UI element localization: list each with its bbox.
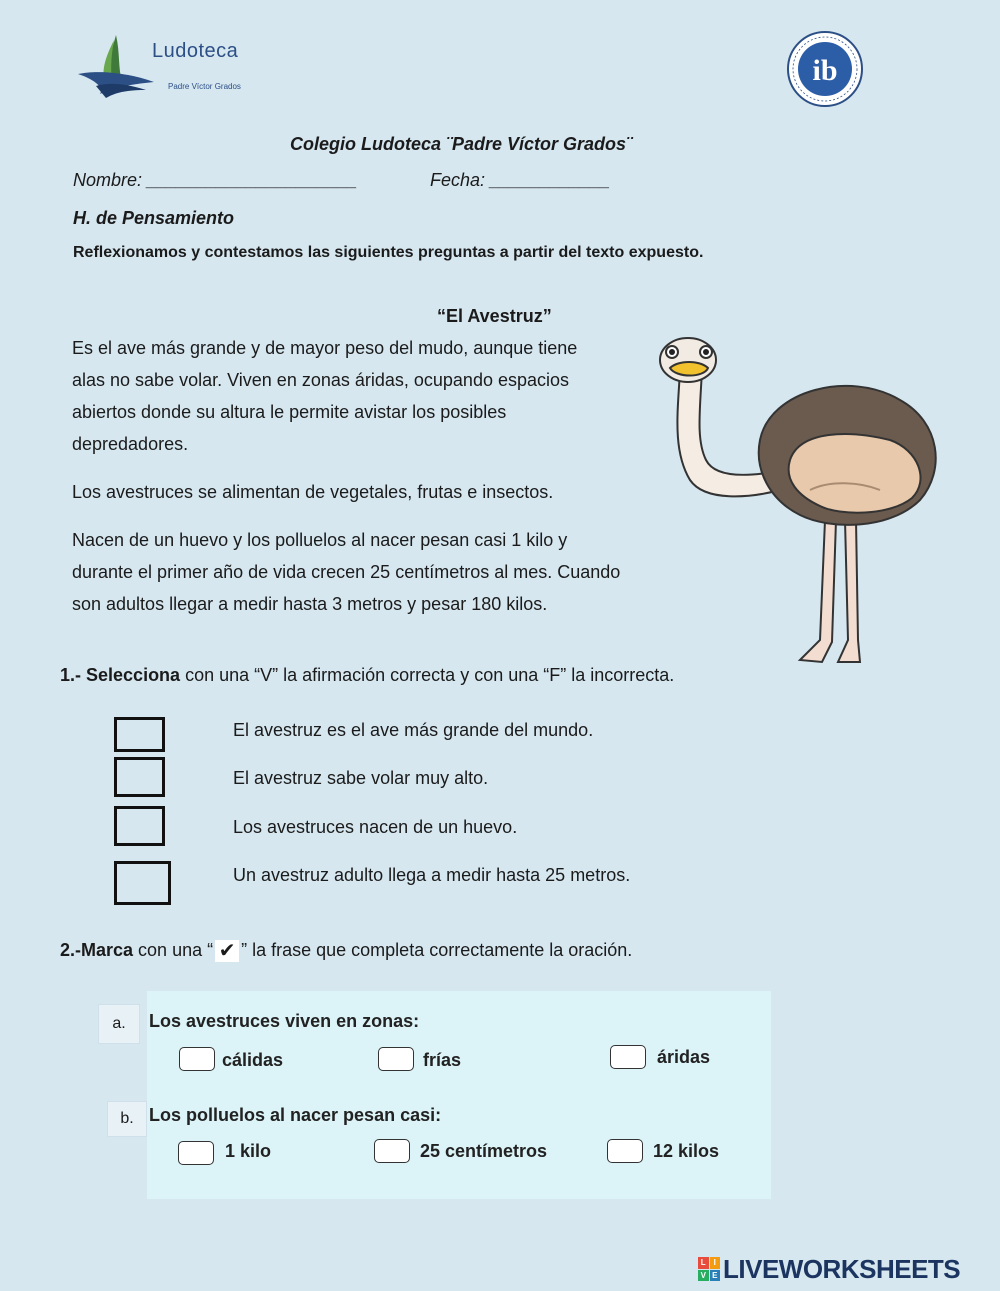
option-1kilo-box[interactable] <box>178 1141 214 1165</box>
letter-b: b. <box>107 1101 147 1137</box>
answer-box-2[interactable] <box>114 757 165 797</box>
option-1kilo-label: 1 kilo <box>225 1141 272 1161</box>
statement-1: El avestruz es el ave más grande del mundo. <box>233 720 594 740</box>
q2a-prompt: Los avestruces viven en zonas: <box>149 1011 420 1031</box>
ostrich-illustration <box>650 330 950 680</box>
statement-4: Un avestruz adulto llega a medir hasta 25 metros. <box>233 865 631 885</box>
date-field[interactable]: Fecha: ____________ <box>430 170 611 190</box>
statement-2: El avestruz sabe volar muy alto. <box>233 768 489 788</box>
q2-text-pre: con una “ <box>133 940 214 960</box>
story-line: Nacen de un huevo y los polluelos al nacer pesan casi 1 kilo y <box>72 530 568 550</box>
question-1 <box>60 665 674 686</box>
q2-keyword: 2.-Marca <box>60 940 134 960</box>
story-line: alas no sabe volar. Viven en zonas áridas, ocupando espacios <box>72 370 570 390</box>
option-25cm-box[interactable] <box>374 1139 410 1163</box>
brand-text: LIVEWORKSHEETS <box>723 1253 961 1284</box>
story-paragraph-3 <box>72 524 692 620</box>
school-title: Colegio Ludoteca ¨Padre Víctor Grados¨ <box>289 134 633 154</box>
story-title: “El Avestruz” <box>437 306 552 326</box>
question-2 <box>60 940 632 962</box>
bird-logo-icon <box>76 30 156 100</box>
section-title: H. de Pensamiento <box>73 208 235 228</box>
q1-number: 1.- <box>60 665 87 685</box>
option-12kilos-label: 12 kilos <box>653 1141 720 1161</box>
story-line: Es el ave más grande y de mayor peso del mudo, aunque tiene <box>72 338 578 358</box>
answer-box-4[interactable] <box>114 861 171 905</box>
instruction: Reflexionamos y contestamos las siguientes preguntas a partir del texto expuesto. <box>73 244 704 261</box>
answer-box-3[interactable] <box>114 806 165 846</box>
option-25cm-label: 25 centímetros <box>420 1141 548 1161</box>
story-paragraph-1 <box>72 332 672 460</box>
statement-3: Los avestruces nacen de un huevo. <box>233 817 518 837</box>
logo-name: Ludoteca <box>152 40 239 62</box>
ib-seal-icon <box>786 30 864 108</box>
option-aridas-box[interactable] <box>610 1045 646 1069</box>
q1-text: con una “V” la afirmación correcta y con una “F” la incorrecta. <box>180 665 675 685</box>
checkmark-icon: ✔ <box>215 940 239 962</box>
liveworksheets-icon <box>698 1257 720 1281</box>
icon-letter: I <box>710 1257 721 1269</box>
name-field[interactable]: Nombre: _____________________ <box>73 170 358 190</box>
icon-letter: L <box>698 1257 709 1269</box>
icon-letter: V <box>698 1270 709 1282</box>
q2-text-post: ” la frase que completa correctamente la oración. <box>241 940 633 960</box>
letter-a: a. <box>98 1004 140 1044</box>
logo-subtitle: Padre Víctor Grados <box>168 82 241 91</box>
story-line: abiertos donde su altura le permite avistar los posibles <box>72 402 507 422</box>
q2b-prompt: Los polluelos al nacer pesan casi: <box>149 1105 442 1125</box>
option-aridas-label: áridas <box>657 1047 711 1067</box>
option-calidas-box[interactable] <box>179 1047 215 1071</box>
option-frias-label: frías <box>423 1050 462 1070</box>
answer-box-1[interactable] <box>114 717 165 752</box>
option-calidas-label: cálidas <box>222 1050 284 1070</box>
svg-text:ib: ib <box>812 54 838 87</box>
icon-letter: E <box>710 1270 721 1282</box>
story-line: depredadores. <box>72 434 189 454</box>
q1-keyword: Selecciona <box>86 665 181 685</box>
liveworksheets-brand <box>698 1254 960 1284</box>
ludoteca-logo <box>76 30 266 100</box>
option-frias-box[interactable] <box>378 1047 414 1071</box>
story-line: son adultos llegar a medir hasta 3 metros y pesar 180 kilos. <box>72 594 548 614</box>
story-paragraph-2: Los avestruces se alimentan de vegetales, frutas e insectos. <box>72 482 554 502</box>
option-12kilos-box[interactable] <box>607 1139 643 1163</box>
story-line: durante el primer año de vida crecen 25 centímetros al mes. Cuando <box>72 562 621 582</box>
